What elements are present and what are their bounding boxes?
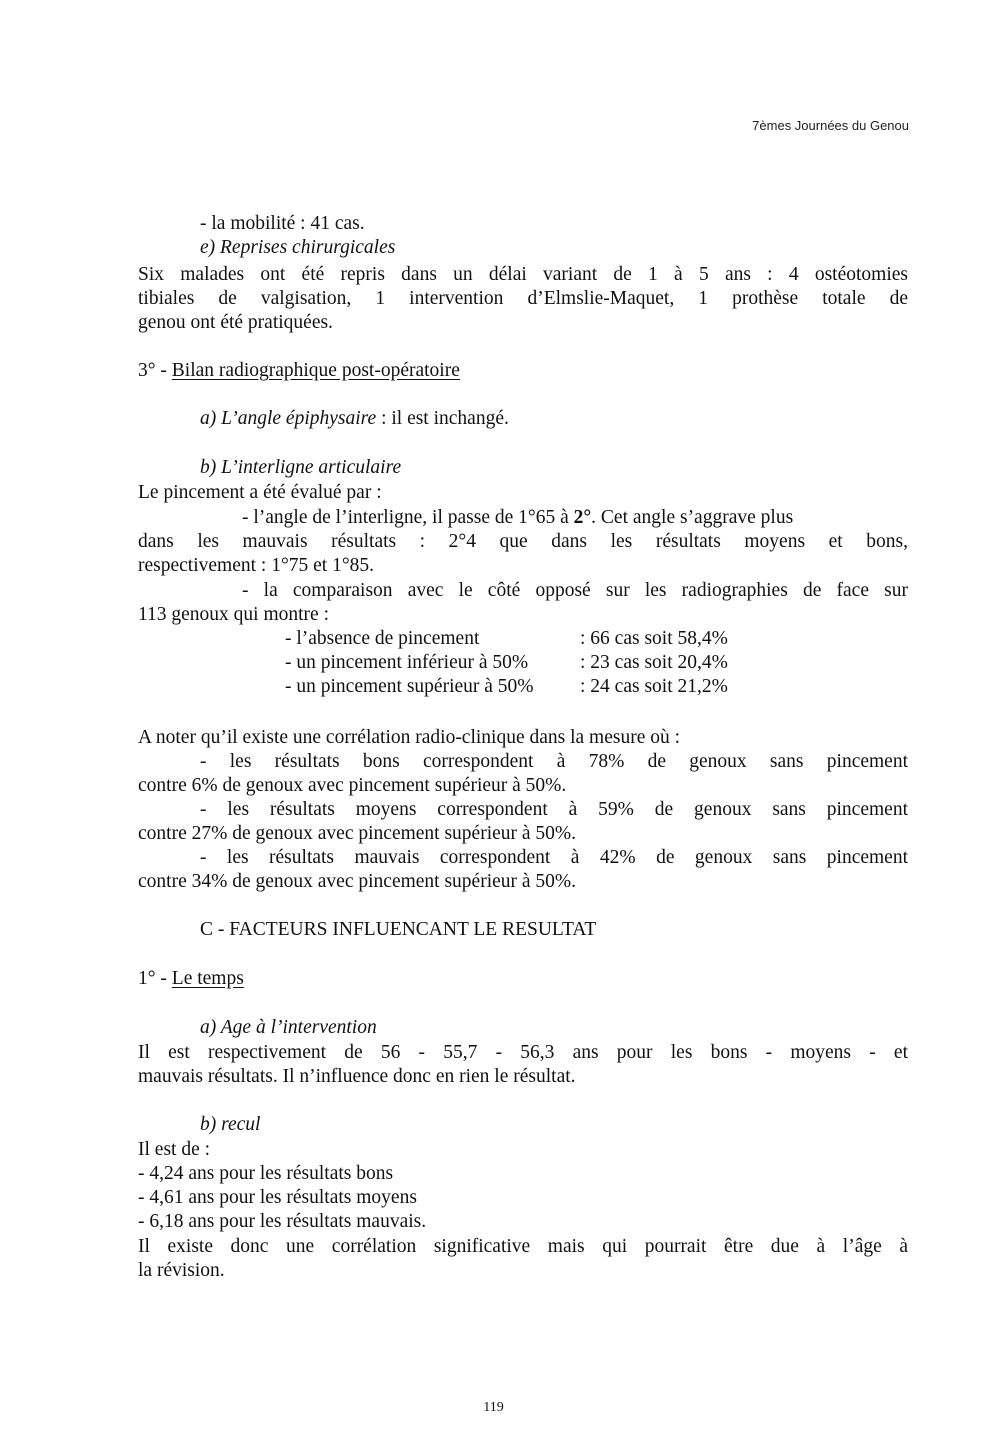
list-item-value: : 66 cas soit 58,4% xyxy=(580,628,728,649)
mauvais-results-line: dans les mauvais résultats : 2°4 que dans les résultats moyens et bons, xyxy=(138,531,908,552)
moyens-line-2: contre 27% de genoux avec pincement supérieur à 50%. xyxy=(138,823,577,844)
list-item-label: - l’absence de pincement xyxy=(285,628,480,649)
list-item xyxy=(285,627,728,651)
angle-interligne-part-2: . Cet angle s’aggrave plus xyxy=(591,507,794,528)
moyens-line-1: - les résultats moyens correspondent à 59% de genoux sans pincement xyxy=(200,799,908,820)
angle-text: : il est inchangé. xyxy=(376,408,509,429)
age-line-2: mauvais résultats. Il n’influence donc en rien le résultat. xyxy=(138,1066,576,1087)
angle-interligne-part-1: - l’angle de l’interligne, il passe de 1°65 à xyxy=(242,507,574,528)
list-item: - 4,24 ans pour les résultats bons xyxy=(138,1163,394,1184)
page-number: 119 xyxy=(483,1400,504,1415)
conclusion-line-2: la révision. xyxy=(138,1260,225,1281)
angle-interligne-line xyxy=(242,506,908,530)
mauvais-line-2: contre 34% de genoux avec pincement supérieur à 50%. xyxy=(138,871,577,892)
comparaison-line: - la comparaison avec le côté opposé sur les radiographies de face sur xyxy=(242,580,908,601)
bons-line-1: - les résultats bons correspondent à 78% de genoux sans pincement xyxy=(200,751,908,772)
reprises-line-2: tibiales de valgisation, 1 intervention d’Elmslie-Maquet, 1 prothèse totale de xyxy=(138,288,908,309)
correlation-intro: A noter qu’il existe une corrélation radio-clinique dans la mesure où : xyxy=(138,727,681,748)
age-line-1: Il est respectivement de 56 - 55,7 - 56,3 ans pour les bons - moyens - et xyxy=(138,1042,908,1063)
section-3-heading xyxy=(138,359,460,383)
genoux-113-line: 113 genoux qui montre : xyxy=(138,604,330,625)
angle-interligne-bold: 2° xyxy=(573,507,592,528)
respectivement-line: respectivement : 1°75 et 1°85. xyxy=(138,555,374,576)
mobility-line: - la mobilité : 41 cas. xyxy=(200,213,365,234)
list-item-value: : 23 cas soit 20,4% xyxy=(580,652,728,673)
recul-intro: Il est de : xyxy=(138,1139,211,1160)
list-item-label: - un pincement supérieur à 50% xyxy=(285,676,534,697)
temps-heading xyxy=(138,967,244,991)
list-item-label: - un pincement inférieur à 50% xyxy=(285,652,529,673)
conclusion-line-1: Il existe donc une corrélation significative mais qui pourrait être due à l’âge à xyxy=(138,1236,908,1257)
age-heading: a) Age à l’intervention xyxy=(200,1017,377,1038)
recul-heading: b) recul xyxy=(200,1114,261,1135)
reprises-heading: e) Reprises chirurgicales xyxy=(200,237,396,258)
angle-heading: a) L’angle épiphysaire xyxy=(200,408,377,429)
temps-prefix: 1° - xyxy=(138,968,172,989)
section-3-title: Bilan radiographique post-opératoire xyxy=(171,360,460,381)
bons-line-2: contre 6% de genoux avec pincement supérieur à 50%. xyxy=(138,775,567,796)
section-3-prefix: 3° - xyxy=(138,360,172,381)
running-header: 7èmes Journées du Genou xyxy=(752,118,909,133)
list-item xyxy=(285,675,728,699)
reprises-line-1: Six malades ont été repris dans un délai variant de 1 à 5 ans : 4 ostéotomies xyxy=(138,264,908,285)
section-c-heading: C - FACTEURS INFLUENCANT LE RESULTAT xyxy=(200,919,597,940)
interligne-heading: b) L’interligne articulaire xyxy=(200,457,402,478)
mauvais-line-1: - les résultats mauvais correspondent à 42% de genoux sans pincement xyxy=(200,847,908,868)
list-item xyxy=(285,651,728,675)
list-item: - 4,61 ans pour les résultats moyens xyxy=(138,1187,417,1208)
list-item: - 6,18 ans pour les résultats mauvais. xyxy=(138,1211,427,1232)
list-item-value: : 24 cas soit 21,2% xyxy=(580,676,728,697)
angle-line xyxy=(200,407,509,431)
reprises-line-3: genou ont été pratiquées. xyxy=(138,312,333,333)
pincement-intro: Le pincement a été évalué par : xyxy=(138,482,382,503)
temps-title: Le temps xyxy=(171,968,244,989)
